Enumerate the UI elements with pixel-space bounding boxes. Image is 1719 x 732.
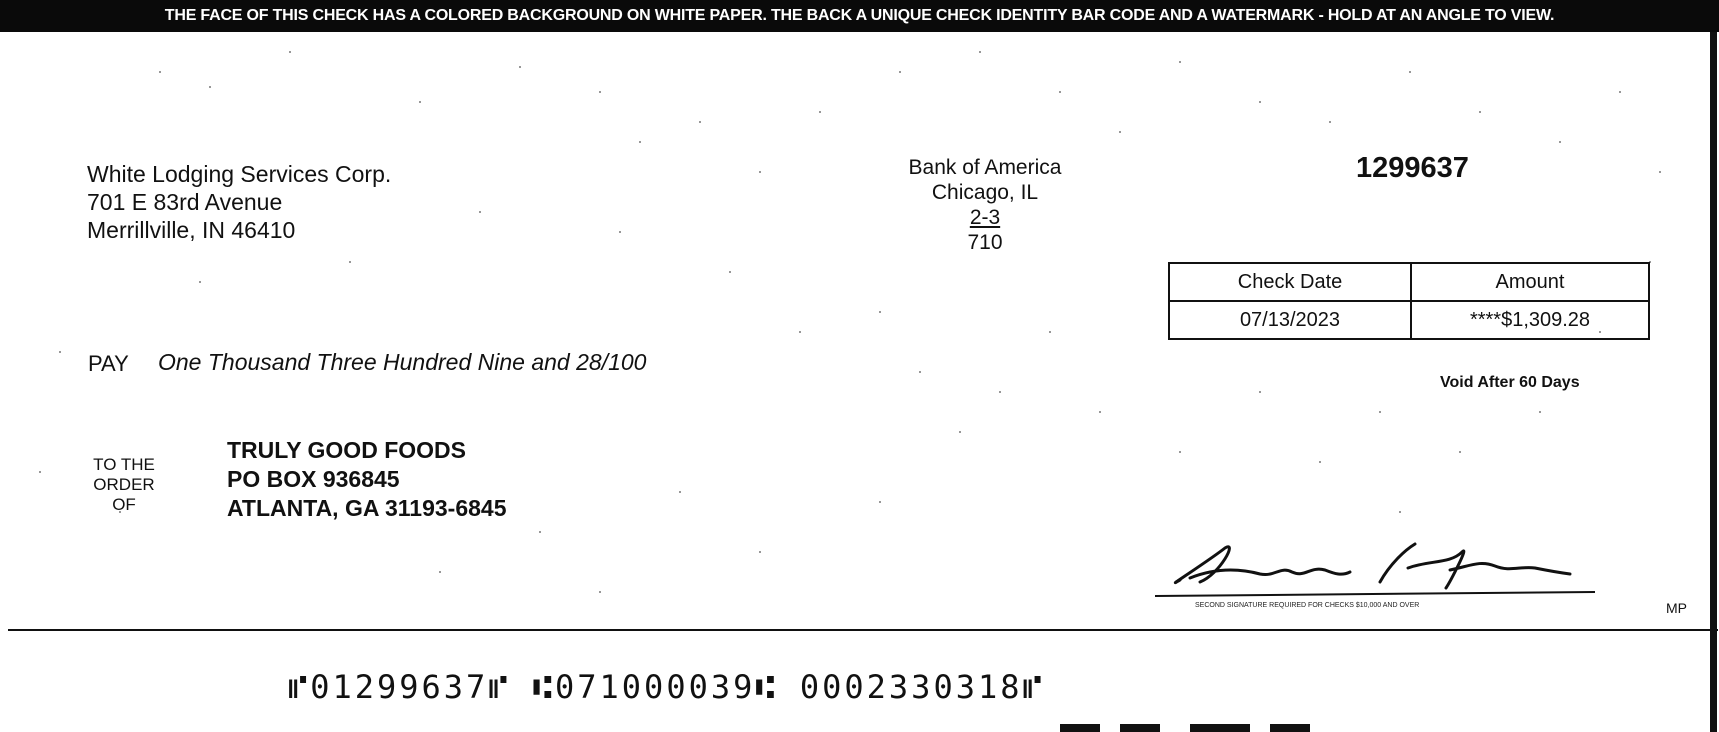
order-label-line3: OF [112, 495, 136, 514]
order-label-line2: ORDER [93, 475, 155, 494]
micr-separator-line [8, 629, 1718, 631]
to-the-order-of-label [88, 455, 160, 515]
micr-line: ⑈01299637⑈ ⑆071000039⑆ 0002330318⑈ [288, 668, 1045, 706]
bank-fraction-bottom: 710 [967, 231, 1003, 254]
amount-in-words: One Thousand Three Hundred Nine and 28/100 [158, 349, 647, 375]
payee-address-block [227, 436, 507, 523]
check-date-value: 07/13/2023 [1169, 301, 1411, 339]
void-notice: Void After 60 Days [1440, 374, 1580, 391]
bank-fraction-top: 2-3 [969, 206, 1001, 229]
initials: MP [1666, 600, 1687, 616]
check-date-amount-table [1168, 262, 1650, 340]
payee-name: TRULY GOOD FOODS [227, 437, 466, 463]
bank-name: Bank of America [908, 156, 1062, 179]
check-date-header: Check Date [1169, 263, 1411, 301]
payee-address-line1: PO BOX 936845 [227, 466, 400, 492]
check-number: 1299637 [1356, 152, 1469, 184]
bottom-edge-marks [0, 722, 1719, 732]
security-banner: THE FACE OF THIS CHECK HAS A COLORED BACKGROUND ON WHITE PAPER. THE BACK A UNIQUE CHECK IDENTITY BAR CODE AND A WATERMARK - HOLD AT AN ANGLE TO VIEW. [0, 0, 1719, 32]
amount-header: Amount [1411, 263, 1649, 301]
bank-info-block [875, 155, 1095, 255]
payer-address-line2: Merrillville, IN 46410 [87, 217, 296, 243]
payer-name: White Lodging Services Corp. [87, 161, 392, 187]
signature [1150, 530, 1600, 610]
payer-address-line1: 701 E 83rd Avenue [87, 189, 283, 215]
pay-label: PAY [88, 351, 129, 376]
payee-address-line2: ATLANTA, GA 31193-6845 [227, 495, 507, 521]
payer-address-block [87, 160, 391, 244]
signature-caption: SECOND SIGNATURE REQUIRED FOR CHECKS $10,000 AND OVER [1195, 602, 1420, 609]
bank-city: Chicago, IL [931, 181, 1039, 204]
amount-value: ****$1,309.28 [1411, 301, 1649, 339]
order-label-line1: TO THE [93, 455, 155, 474]
